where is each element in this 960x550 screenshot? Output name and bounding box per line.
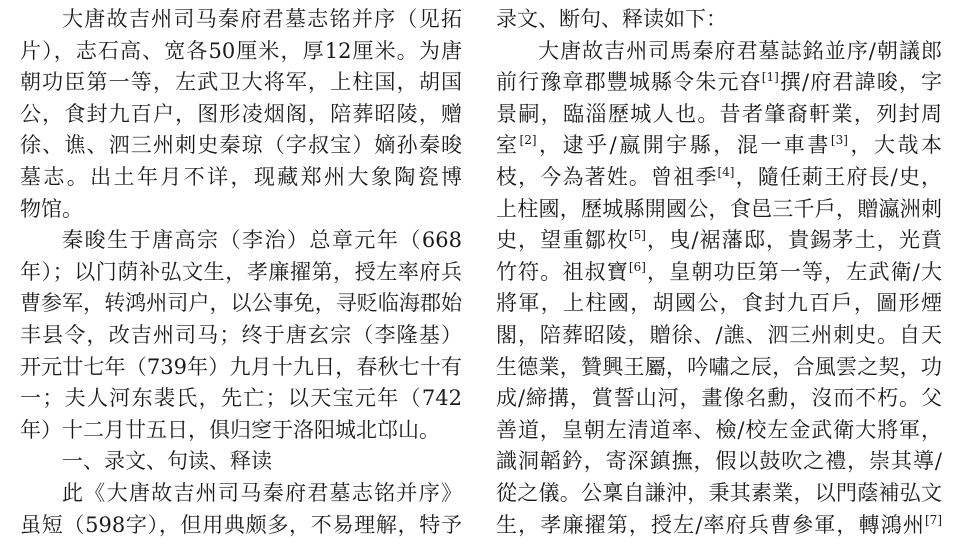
footnote-marker: [6] — [628, 259, 646, 274]
text-line: 开元廿七年（739年）九月十九日，春秋七十有 — [20, 354, 462, 379]
text-line: 一、录文、句读、释读 — [62, 449, 272, 474]
text-line: 徐、谯、泗三州刺史秦琼（字叔宝）嫡孙秦晙 — [20, 133, 462, 158]
footnote-marker: [2] — [519, 133, 537, 148]
text-line: 年）十二月廿五日，俱归窆于洛阳城北邙山。 — [20, 417, 440, 442]
text-line: 大唐故吉州司马秦府君墓志铭并序（见拓 — [62, 7, 462, 31]
text-line: 上柱國，歷城縣開國公，食邑三千戶，贈瀛洲刺 — [496, 196, 942, 221]
text-line: 丰县令，改吉州司马；终于唐玄宗（李隆基） — [20, 323, 462, 347]
text-line: 生，孝廉擢第，授左/率府兵曹參軍，轉鴻州[7] — [496, 512, 942, 537]
text-line: 生德業，贊興王屬，吟嘯之辰，合風雲之契，功 — [496, 354, 942, 379]
text-line: 成/締搆，賞誓山河，畫像名勳，沒而不朽。父 — [496, 386, 942, 411]
text-line: 片），志石高、宽各50厘米，厚12厘米。为唐 — [20, 38, 462, 63]
footnote-marker: [7] — [925, 512, 942, 527]
text-line: 將軍，上柱國，胡國公，食封九百戶，圖形煙 — [496, 291, 942, 316]
text-line: 物馆。 — [20, 196, 83, 221]
text-line: 從之儀。公稟自謙沖，秉其素業，以門蔭補弘文 — [496, 481, 942, 505]
text-line: 年）；以门荫补弘文生，孝廉擢第，授左率府兵 — [20, 259, 462, 284]
text-line: 景嗣，臨淄歷城人也。昔者肇裔軒業，列封周 — [496, 101, 942, 126]
text-line: 朝功臣第一等，左武卫大将军，上柱国，胡国 — [20, 70, 462, 95]
text-line: 此《大唐故吉州司马秦府君墓志铭并序》 — [62, 481, 462, 505]
text-line: 枝，今為著姓。曾祖季[4]，隨任莿王府長/史， — [496, 165, 942, 189]
text-line: 虽短（598字），但用典颇多，不易理解，特予 — [20, 512, 462, 537]
text-line: 一；夫人河东裴氏，先亡；以天宝元年（742 — [20, 386, 462, 411]
text-line: 秦晙生于唐高宗（李治）总章元年（668 — [62, 228, 462, 253]
footnote-marker: [3] — [830, 133, 848, 148]
text-line: 曹参军，转鸿州司户，以公事免，寻贬临海郡始 — [20, 291, 462, 316]
text-line: 識洞韜鈐，寄深鎮撫，假以鼓吹之禮，崇其導/ — [496, 449, 942, 474]
footnote-marker: [1] — [761, 70, 779, 85]
footnote-marker: [4] — [717, 165, 735, 179]
text-line: 室[2]，逮乎/嬴開宇縣，混一車書[3]，大哉本 — [496, 133, 942, 158]
text-line: 录文、断句、释读如下： — [496, 7, 727, 31]
text-line: 前行豫章郡豐城縣令朱元昚[1]撰/府君諱晙，字 — [496, 70, 942, 95]
text-line: 公，食封九百户，图形凌烟阁，陪葬昭陵，赠 — [20, 101, 462, 126]
text-line: 善道，皇朝左清道率、檢/校左金武衛大將軍， — [496, 417, 942, 442]
footnote-marker: [5] — [628, 228, 646, 243]
text-line: 大唐故吉州司馬秦府君墓誌銘並序/朝議郎 — [538, 38, 942, 63]
text-line: 竹符。祖叔寶[6]，皇朝功臣第一等，左武衛/大 — [496, 259, 942, 284]
text-line: 閣，陪葬昭陵，贈徐、/譙、泗三州刺史。自天 — [496, 323, 942, 347]
text-line: 史，望重鄒枚[5]，曳/裾藩邸，貴錫茅土，光賁 — [496, 228, 942, 253]
text-line: 墓志。出土年月不详，现藏郑州大象陶瓷博 — [20, 165, 462, 189]
